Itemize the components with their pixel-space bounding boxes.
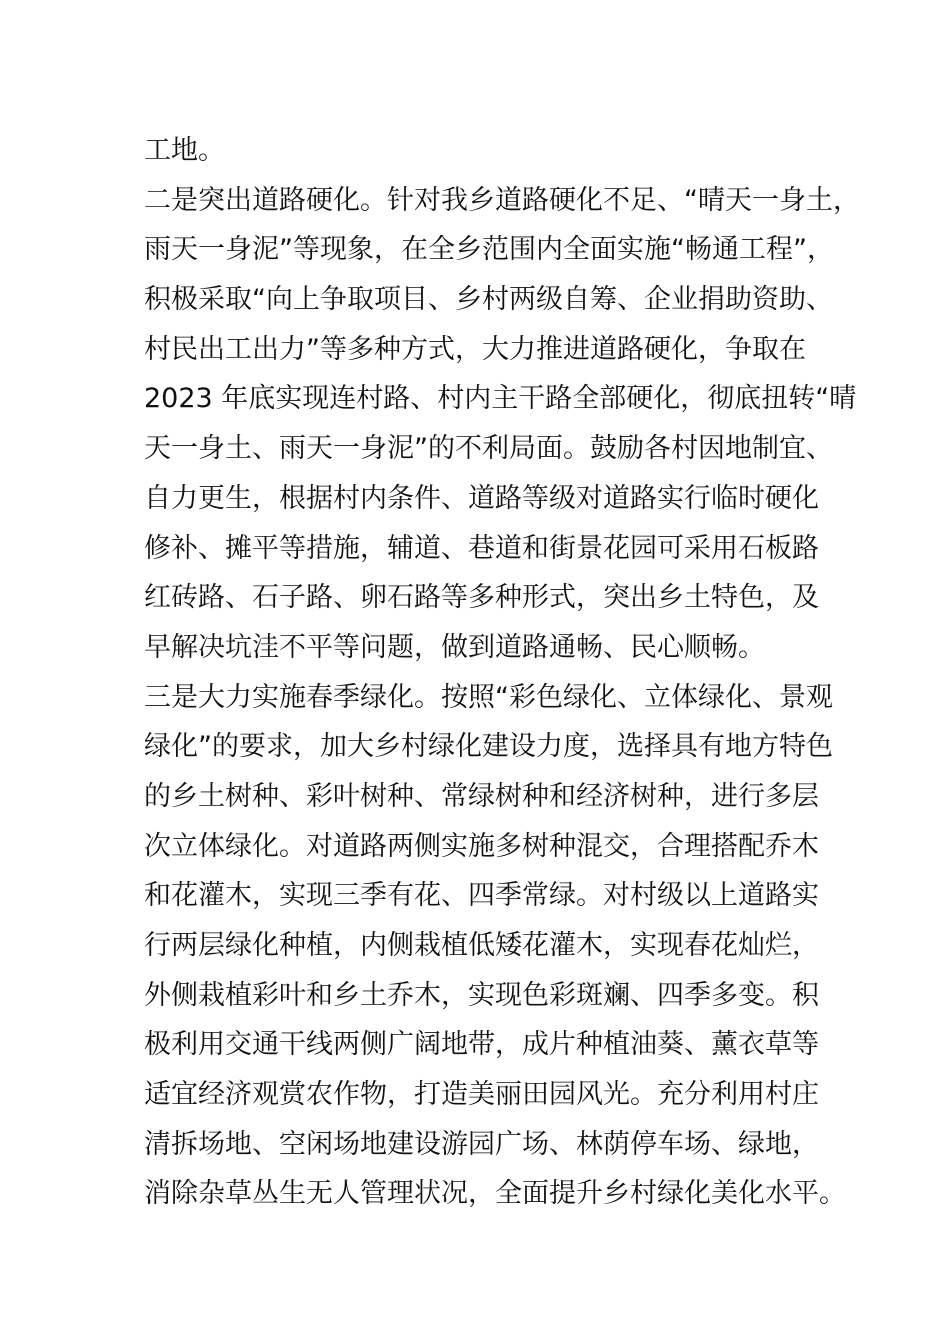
text-line: 的乡土树种、彩叶树种、常绿树种和经济树种，进行多层	[144, 780, 819, 812]
text-line: 三是大力实施春季绿化。按照“彩色绿化、立体绿化、景观	[144, 681, 833, 713]
text-line: 清拆场地、空闲场地建设游园广场、林荫停车场、绿地，	[144, 1128, 819, 1160]
text-line: 红砖路、石子路、卵石路等多种形式，突出乡土特色，及	[144, 582, 819, 614]
text-line: 自力更生，根据村内条件、道路等级对道路实行临时硬化	[144, 482, 819, 514]
body-text	[144, 126, 860, 1219]
text-line: 修补、摊平等措施，辅道、巷道和街景花园可采用石板路	[144, 532, 819, 564]
text-line: 二是突出道路硬化。针对我乡道路硬化不足、“晴天一身土，	[144, 184, 860, 216]
text-line: 和花灌木，实现三季有花、四季常绿。对村级以上道路实	[144, 880, 819, 912]
text-line: 早解决坑洼不平等问题，做到道路通畅、民心顺畅。	[144, 631, 765, 663]
text-line: 行两层绿化种植，内侧栽植低矮花灌木，实现春花灿烂，	[144, 930, 819, 961]
text-line: 天一身土、雨天一身泥”的不利局面。鼓励各村因地制宜、	[144, 433, 833, 465]
text-line: 雨天一身泥”等现象，在全乡范围内全面实施“畅通工程”，	[144, 234, 834, 266]
text-line: 2023 年底实现连村路、村内主干路全部硬化，彻底扭转“晴	[144, 383, 857, 415]
text-line: 适宜经济观赏农作物，打造美丽田园风光。充分利用村庄	[144, 1079, 819, 1111]
text-line: 绿化”的要求，加大乡村绿化建设力度，选择具有地方特色	[144, 731, 833, 763]
text-line: 积极采取“向上争取项目、乡村两级自筹、企业捐助资助、	[144, 284, 833, 316]
text-line: 工地。	[144, 135, 225, 166]
text-line: 村民出工出力”等多种方式，大力推进道路硬化，争取在	[144, 333, 806, 365]
text-line: 次立体绿化。对道路两侧实施多树种混交，合理搭配乔木	[144, 830, 819, 862]
text-line: 外侧栽植彩叶和乡土乔木，实现色彩斑斓、四季多变。积	[144, 979, 819, 1011]
text-line: 消除杂草丛生无人管理状况，全面提升乡村绿化美化水平。	[144, 1178, 846, 1210]
text-line: 极利用交通干线两侧广阔地带，成片种植油葵、薰衣草等	[144, 1029, 819, 1061]
